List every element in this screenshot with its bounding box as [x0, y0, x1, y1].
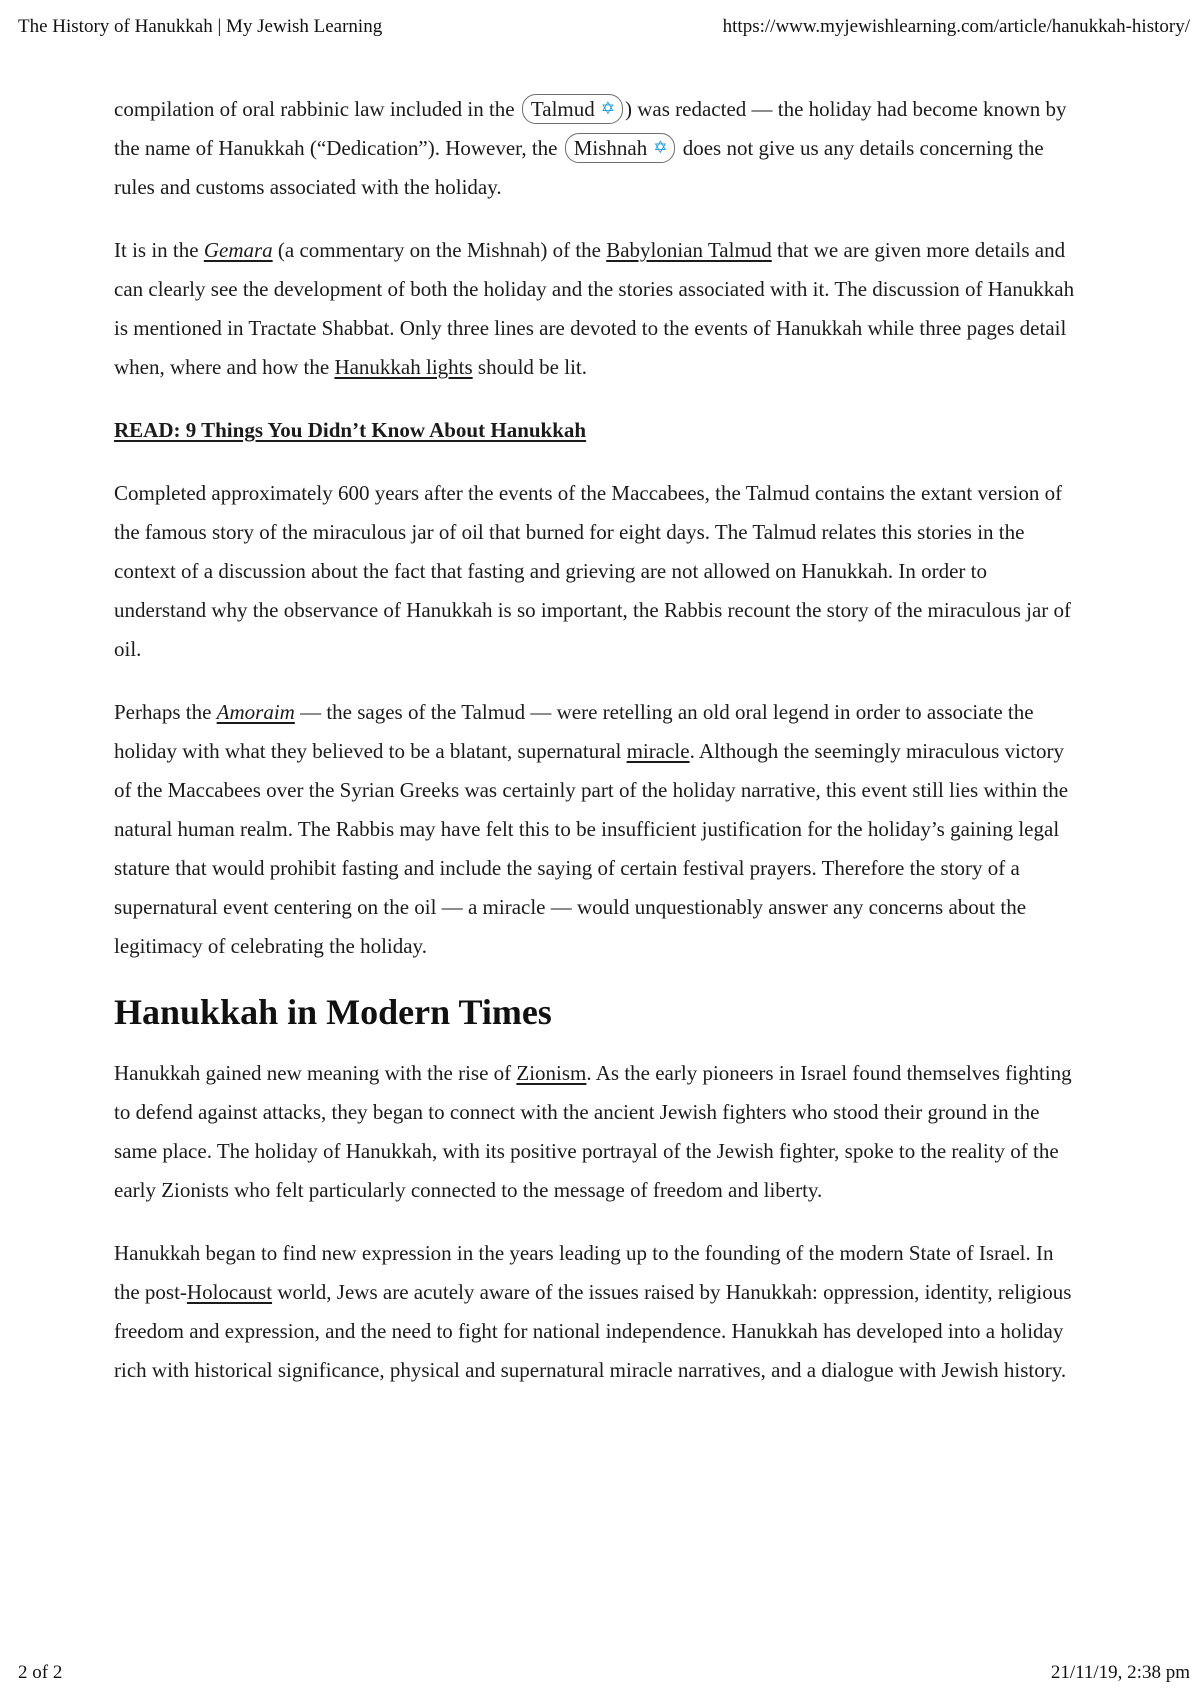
glossary-term-talmud[interactable] [522, 94, 623, 124]
text-run: . Although the seemingly miraculous victory of the Maccabees over the Syrian Greeks was certainly part of the holiday narrative, this event still lies within the natural human realm. The Rabbis may have felt this to be insufficient justification for the holiday’s gaining legal stature that would prohibit fasting and include the saying of certain festival prayers. Therefore the story of a supernatural event centering on the oil — a miracle — would unquestionably answer any concerns about the legitimacy of celebrating the holiday. [114, 739, 1069, 958]
article-body [114, 90, 1078, 1414]
text-run: ) was redacted — the holiday had become known by the name of Hanukkah (“Dedication”). However, the [114, 97, 1067, 160]
text-run: It is in the [114, 238, 204, 262]
page-title: The History of Hanukkah | My Jewish Learning [18, 16, 383, 37]
text-run: — the sages of the Talmud — were retelling an old oral legend in order to associate the holiday with what they believed to be a blatant, supernatural [114, 700, 1034, 763]
print-header [18, 16, 1190, 40]
star-of-david-icon: ✡ [600, 99, 615, 119]
text-run: should be lit. [472, 355, 588, 379]
paragraph-talmud-redaction [114, 90, 1078, 207]
link-gemara[interactable]: Gemara [203, 238, 273, 262]
paragraph-post-holocaust [114, 1234, 1078, 1390]
text-run: Hanukkah gained new meaning with the rise of [114, 1061, 517, 1085]
text-run: does not give us any details concerning the rules and customs associated with the holiday. [114, 136, 1044, 199]
paragraph-gemara [114, 231, 1078, 387]
read-more-paragraph [114, 411, 1078, 450]
text-run: world, Jews are acutely aware of the issues raised by Hanukkah: oppression, identity, religious freedom and expression, and the need to fight for national independence. Hanukkah has developed into a holiday rich with historical significance, physical and supernatural miracle narratives, and a dialogue with Jewish history. [114, 1280, 1072, 1382]
text-run: Perhaps the [114, 700, 217, 724]
paragraph-amoraim [114, 693, 1078, 966]
glossary-term-label: Mishnah [573, 136, 648, 160]
read-more-link[interactable]: READ: 9 Things You Didn’t Know About Hanukkah [114, 418, 587, 442]
text-run: Hanukkah began to find new expression in the years leading up to the founding of the modern State of Israel. In the post- [114, 1241, 1054, 1304]
print-footer [18, 1662, 1190, 1686]
text-run: . As the early pioneers in Israel found themselves fighting to defend against attacks, they began to connect with the ancient Jewish fighters who stood their ground in the same place. The holiday of Hanukkah, with its positive portrayal of the Jewish fighter, spoke to the reality of the early Zionists who felt particularly connected to the message of freedom and liberty. [114, 1061, 1072, 1202]
glossary-term-label: Talmud [530, 97, 595, 121]
link-babylonian-talmud[interactable]: Babylonian Talmud [606, 238, 772, 262]
link-hanukkah-lights[interactable]: Hanukkah lights [334, 355, 473, 379]
paragraph-zionism [114, 1054, 1078, 1210]
link-zionism[interactable]: Zionism [516, 1061, 587, 1085]
text-run: that we are given more details and can clearly see the development of both the holiday and the stories associated with it. The discussion of Hanukkah is mentioned in Tractate Shabbat. Only three lines are devoted to the events of Hanukkah while three pages detail when, where and how the [114, 238, 1075, 379]
link-amoraim[interactable]: Amoraim [216, 700, 295, 724]
star-of-david-icon: ✡ [653, 138, 668, 158]
print-timestamp: 21/11/19, 2:38 pm [1050, 1662, 1190, 1683]
paragraph-oil-story: Completed approximately 600 years after the events of the Maccabees, the Talmud contains the extant version of the famous story of the miraculous jar of oil that burned for eight days. The Talmud relates this stories in the context of a discussion about the fact that fasting and grieving are not allowed on Hanukkah. In order to understand why the observance of Hanukkah is so important, the Rabbis recount the story of the miraculous jar of oil. [114, 481, 1072, 661]
link-miracle[interactable]: miracle [626, 739, 690, 763]
text-run: (a commentary on the Mishnah) of the [272, 238, 607, 262]
section-heading: Hanukkah in Modern Times [114, 992, 552, 1032]
page-url: https://www.myjewishlearning.com/article/hanukkah-history/ [722, 16, 1190, 37]
text-run: compilation of oral rabbinic law included in the [114, 97, 520, 121]
link-holocaust[interactable]: Holocaust [186, 1280, 273, 1304]
glossary-term-mishnah[interactable] [565, 133, 676, 163]
page-number: 2 of 2 [18, 1662, 63, 1683]
